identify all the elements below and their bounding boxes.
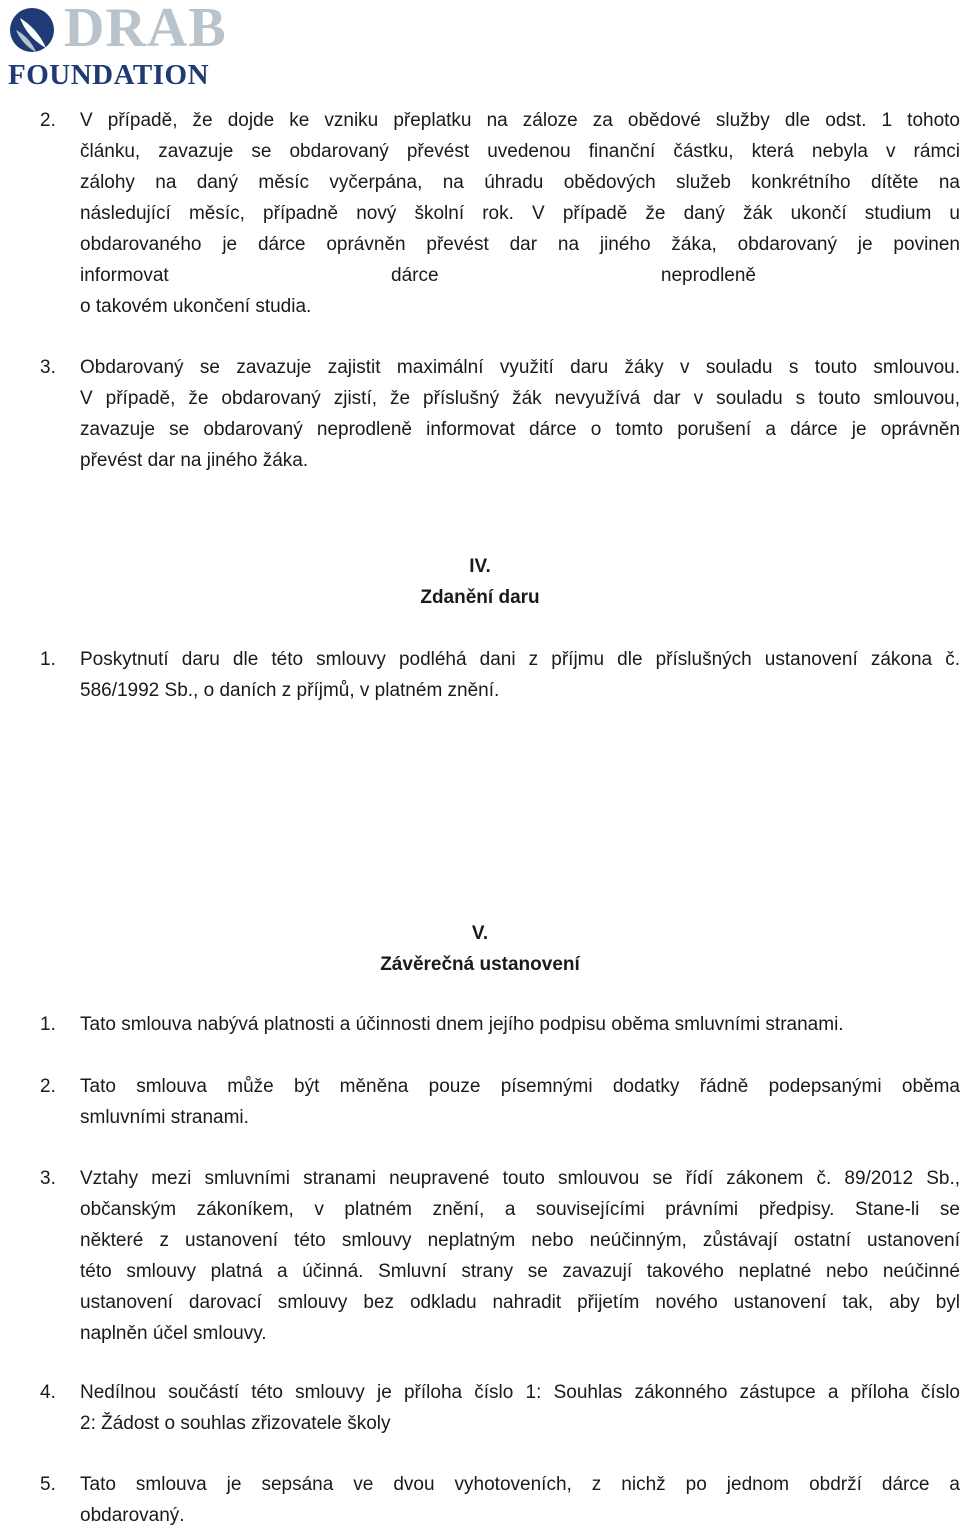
clause-body: [80, 352, 960, 476]
clause-body: [80, 1377, 960, 1439]
clause-v-4: [40, 1377, 960, 1439]
clause-v-1: [40, 1009, 960, 1040]
clause-number: 2.: [40, 110, 56, 131]
text-line: obdarovaného je dárce oprávněn převést dar na jiného žáka, obdarovaný je povinen: [80, 234, 960, 255]
section-v-numeral: V.: [471, 923, 489, 944]
text-line: některé z ustanovení této smlouvy neplatným nebo neúčinným, zůstávají ostatní ustanovení: [80, 1230, 960, 1251]
text-line: Tato smlouva je sepsána ve dvou vyhotoveních, z nichž po jednom obdrží dárce a: [80, 1474, 960, 1495]
text-line: 2: Žádost o souhlas zřizovatele školy: [80, 1413, 391, 1434]
clause-v-5: [40, 1469, 960, 1531]
text-line: převést dar na jiného žáka.: [80, 450, 309, 471]
logo-emblem-icon: [6, 4, 64, 62]
text-line: 586/1992 Sb., o daních z příjmů, v platném znění.: [80, 680, 500, 701]
clause-body: [80, 1163, 960, 1349]
text-line: zavazuje se obdarovaný neprodleně informovat dárce o tomto porušení a dárce je oprávněn: [80, 419, 960, 440]
clause-body: [80, 1469, 960, 1531]
clause-prev-2: [40, 105, 960, 322]
clause-number: 1.: [40, 1014, 56, 1035]
text-line: V případě, že obdarovaný zjistí, že příslušný žák nevyužívá dar v souladu s touto smlouvou,: [80, 388, 960, 409]
section-iv-title: Zdanění daru: [420, 587, 540, 608]
text-line: Vztahy mezi smluvními stranami neupravené touto smlouvou se řídí zákonem č. 89/2012 Sb.,: [80, 1168, 960, 1189]
clause-number: 5.: [40, 1474, 56, 1495]
logo-word-drab: DRAB: [64, 0, 227, 59]
section-v-title: Závěrečná ustanovení: [380, 954, 580, 975]
clause-prev-3: [40, 352, 960, 476]
clause-number: 4.: [40, 1382, 56, 1403]
clause-number: 3.: [40, 357, 56, 378]
clause-iv-1: [40, 644, 960, 706]
clause-number: 3.: [40, 1168, 56, 1189]
section-iv-numeral: IV.: [469, 556, 491, 577]
text-line: naplněn účel smlouvy.: [80, 1323, 267, 1344]
text-line: ustanovení darovací smlouvy bez odkladu nahradit přijetím nového ustanovení tak, aby byl: [80, 1292, 960, 1313]
drab-foundation-logo: [6, 0, 238, 91]
text-line: Poskytnutí daru dle této smlouvy podléhá dani z příjmu dle příslušných ustanovení zákona č.: [80, 649, 960, 670]
text-line: Obdarovaný se zavazuje zajistit maximální využití daru žáky v souladu s touto smlouvou.: [80, 357, 960, 378]
clause-v-2: [40, 1071, 960, 1133]
clause-v-3: [40, 1163, 960, 1349]
text-line: obdarovaný.: [80, 1505, 185, 1526]
clause-body: [80, 644, 960, 706]
text-line: o takovém ukončení studia.: [80, 296, 312, 317]
text-line: článku, zavazuje se obdarovaný převést uvedenou finanční částku, která nebyla v rámci: [80, 141, 960, 162]
text-line: Tato smlouva nabývá platnosti a účinnosti dnem jejího podpisu oběma smluvními stranami.: [80, 1014, 844, 1035]
clause-number: 2.: [40, 1076, 56, 1097]
text-line: této smlouvy platná a účinná. Smluvní strany se zavazují takového neplatné nebo neúčinné: [80, 1261, 960, 1282]
clause-body: [80, 1071, 960, 1133]
clause-number: 1.: [40, 649, 56, 670]
text-line: smluvními stranami.: [80, 1107, 249, 1128]
text-line: následující měsíc, případně nový školní rok. V případě že daný žák ukončí studium u: [80, 203, 960, 224]
text-line: občanským zákoníkem, v platném znění, a souvisejícími právními předpisy. Stane-li se: [80, 1199, 960, 1220]
text-line: informovat dárce neprodleně: [80, 265, 756, 286]
text-line: V případě, že dojde ke vzniku přeplatku na záloze za obědové služby dle odst. 1 tohoto: [80, 110, 960, 131]
text-line: Nedílnou součástí této smlouvy je příloha číslo 1: Souhlas zákonného zástupce a příloha číslo: [80, 1382, 960, 1403]
text-line: Tato smlouva může být měněna pouze písemnými dodatky řádně podepsanými oběma: [80, 1076, 960, 1097]
text-line: zálohy na daný měsíc vyčerpána, na úhradu obědových služeb konkrétního dítěte na: [80, 172, 960, 193]
clause-body: [80, 1009, 960, 1040]
logo-word-foundation: FOUNDATION: [8, 59, 210, 91]
clause-body: [80, 105, 960, 322]
